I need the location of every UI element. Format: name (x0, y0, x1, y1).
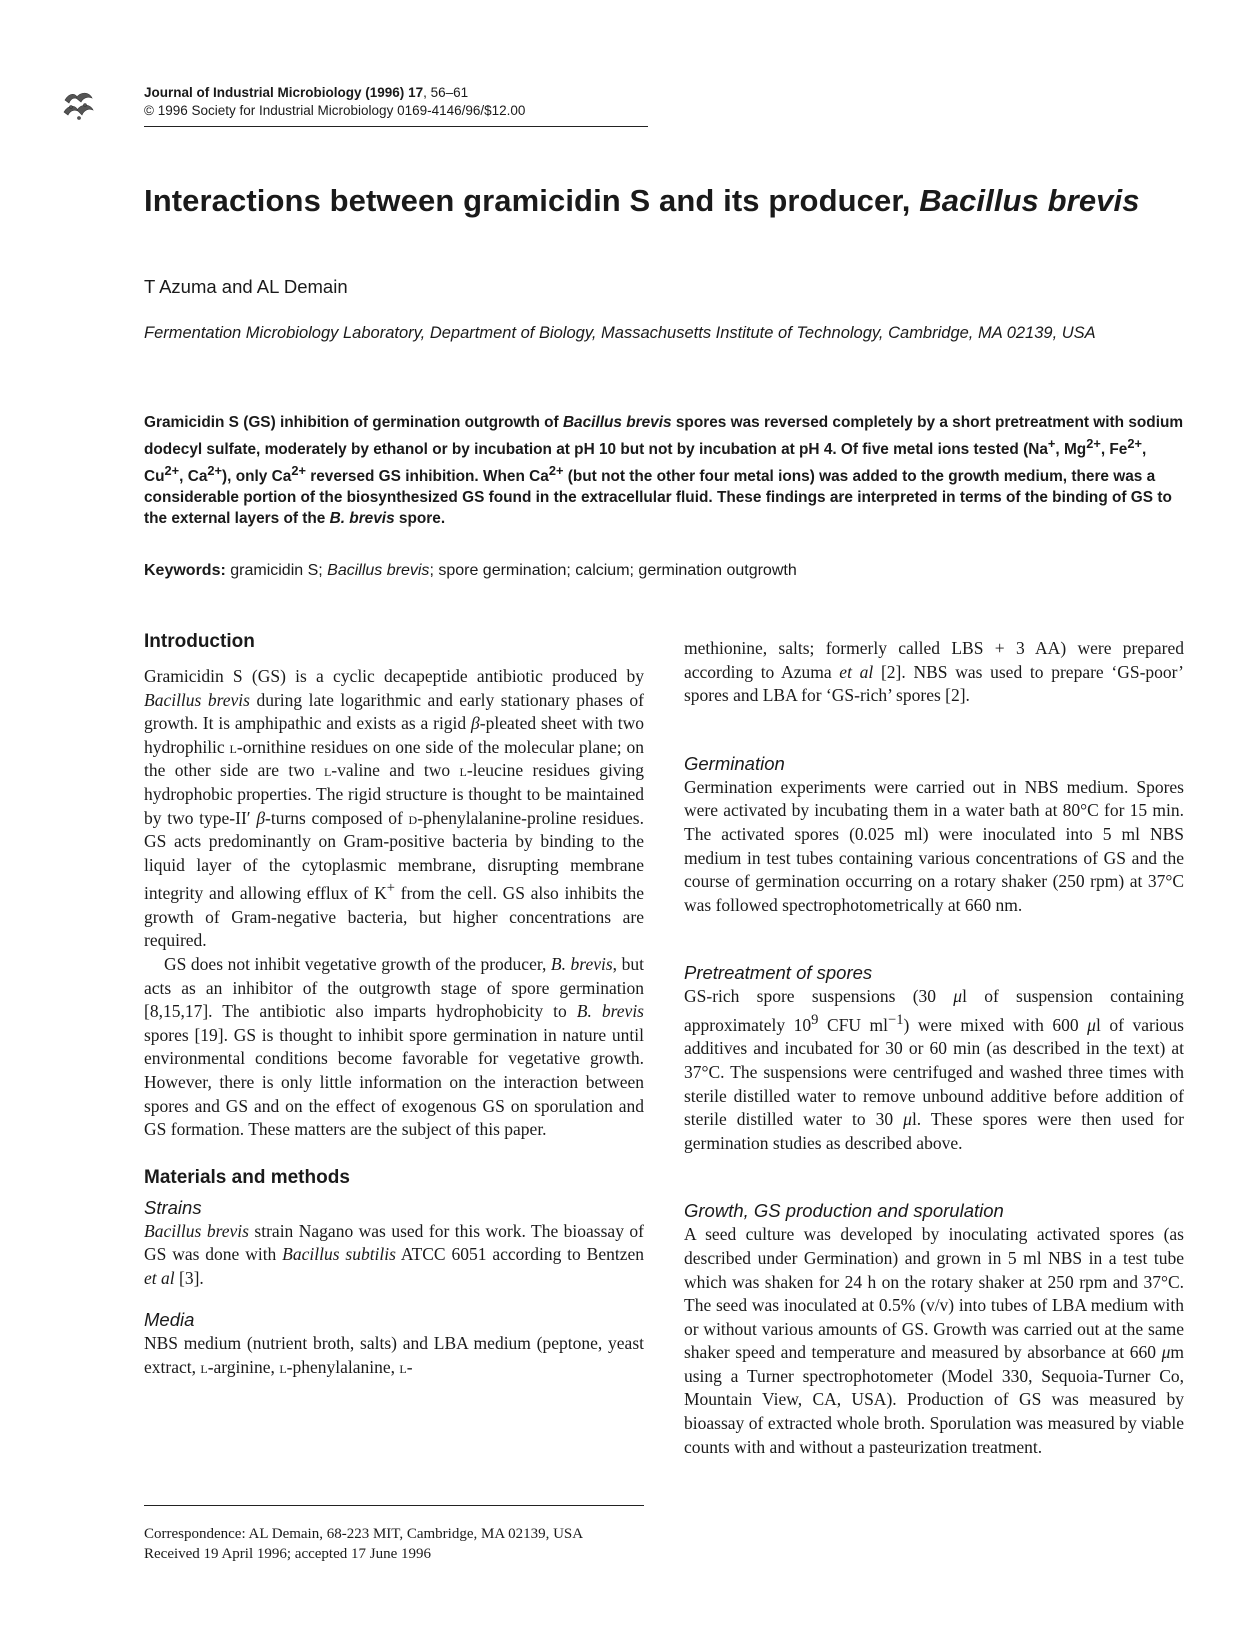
growth-paragraph (684, 1223, 1184, 1459)
abstract-text: spore. (394, 510, 446, 528)
abstract-text: ), only Ca (222, 468, 292, 486)
stereo-prefix: l (200, 1357, 208, 1378)
abstract-text: , Mg (1055, 441, 1087, 459)
text-run: - (406, 1357, 413, 1378)
text-run: NBS medium (nutrient broth, salts) and LBA medium (peptone, yeast extract, (144, 1333, 644, 1378)
text-run: strain Nagano was used for this work. The bioassay of GS was done with (144, 1220, 644, 1265)
abstract-text: reversed GS inhibition. When Ca (305, 468, 549, 486)
text-run: [2]. NBS was used to prepare ‘GS-poor’ spores and LBA for ‘GS-rich’ spores [2]. (684, 661, 1184, 706)
media-paragraph-continued (684, 637, 1184, 708)
greek-letter: μ (903, 1109, 912, 1130)
journal-citation (144, 84, 525, 102)
stereo-prefix: l (459, 760, 467, 781)
journal-header (144, 84, 525, 120)
species-name: Bacillus brevis (144, 1220, 249, 1241)
stereo-prefix: l (323, 760, 332, 781)
text-run: -pleated sheet with two hydrophilic (144, 713, 644, 757)
superscript: −1 (888, 1011, 904, 1028)
subsection-heading-pretreatment: Pretreatment of spores (684, 962, 873, 984)
header-rule (144, 126, 648, 127)
superscript: + (1047, 436, 1056, 451)
correspondence: Correspondence: AL Demain, 68-223 MIT, Cambridge, MA 02139, USA (144, 1526, 584, 1542)
society-logo-icon (62, 90, 96, 122)
text-run: GS-rich spore suspensions (30 (684, 986, 954, 1007)
keyword-text: gramicidin S; (225, 562, 328, 579)
section-heading-methods: Materials and methods (144, 1166, 350, 1188)
text-run: , but acts as an inhibitor of the outgrowth stage of spore germination [8,15,17]. The antibiotic also imparts hydrophobicity to (144, 953, 644, 1022)
left-column (144, 630, 644, 1380)
text-run: -turns composed of (265, 807, 409, 828)
intro-paragraph-2 (144, 953, 644, 1142)
text-run: [3]. (174, 1267, 204, 1288)
species-name: B. brevis (576, 1001, 644, 1022)
greek-letter: β (256, 807, 266, 828)
superscript: 2+ (164, 463, 180, 479)
abstract-species: Bacillus brevis (562, 414, 672, 431)
pretreatment-paragraph (684, 985, 1184, 1155)
superscript: + (386, 880, 395, 897)
abstract-text: , Fe (1100, 441, 1128, 459)
species-name: Bacillus subtilis (282, 1244, 396, 1265)
greek-letter: μ (953, 986, 963, 1007)
stereo-prefix: l (279, 1357, 287, 1378)
superscript: 2+ (1127, 436, 1142, 451)
greek-letter: μ (1087, 1014, 1096, 1035)
right-column (684, 637, 1184, 1459)
article-title (144, 180, 1154, 222)
text-run: ATCC 6051 according to Bentzen (395, 1244, 644, 1265)
abstract-species: B. brevis (329, 510, 395, 528)
keyword-text: ; spore germination; calcium; germination outgrowth (429, 562, 797, 579)
abstract-text: , Cu (144, 441, 1147, 486)
superscript: 2+ (548, 463, 564, 479)
footnote-rule (144, 1505, 644, 1506)
footnote (144, 1524, 644, 1564)
greek-letter: β (471, 713, 480, 734)
subsection-heading-strains: Strains (144, 1196, 202, 1218)
received-dates: Received 19 April 1996; accepted 17 June 1996 (144, 1546, 432, 1562)
subsection-heading-germination: Germination (684, 752, 785, 774)
abstract (144, 412, 1186, 529)
copyright-line: © 1996 Society for Industrial Microbiology 0169-4146/96/$12.00 (144, 103, 526, 118)
section-heading-introduction: Introduction (144, 631, 255, 652)
keywords (144, 560, 1186, 582)
strains-paragraph (144, 1220, 644, 1291)
et-al: et al (839, 661, 874, 682)
text-run: l of various additives and incubated for 30 or 60 min (as described in the text) at 37°C. The suspensions were centrifuged and washed three times with sterile distilled water to remove unbound additive before addition of sterile distilled water to 30 (684, 1014, 1184, 1130)
keywords-label: Keywords: (144, 562, 226, 579)
keyword-species: Bacillus brevis (327, 562, 430, 579)
text-run: ) were mixed with 600 (903, 1014, 1088, 1035)
journal-pages: , 56–61 (423, 85, 469, 100)
et-al: et al (144, 1267, 175, 1288)
journal-title: Journal of Industrial Microbiology (1996) (144, 85, 405, 100)
text-run: methionine, salts; formerly called LBS + 3 AA) were prepared according to Azuma (684, 638, 1184, 682)
subsection-heading-growth: Growth, GS production and sporulation (684, 1200, 1004, 1222)
text-run: -phenylalanine, (286, 1357, 400, 1378)
affiliation: Fermentation Microbiology Laboratory, Department of Biology, Massachusetts Institute of Technology, Cambridge, MA 02139, USA (144, 324, 1096, 342)
text-run: spores [19]. GS is thought to inhibit spore germination in nature until environmental conditions become favorable for vegetative growth. However, there is only little information on the interaction between spores and GS and on the effect of exogenous GS on sporulation and GS formation. These matters are the subject of this paper. (144, 1024, 644, 1140)
text-run: -ornithine residues on one side of the molecular plane; on the other side are two (144, 736, 644, 781)
text-run: -phenylalanine-proline residues. GS acts predominantly on Gram-positive bacteria by binding to the liquid layer of the cytoplasmic membrane, disrupting membrane integrity and allowing efflux of K (144, 807, 644, 904)
journal-volume: 17 (408, 85, 424, 100)
text-run: l. These spores were then used for germination studies as described above. (684, 1109, 1184, 1153)
text-run: from the cell. GS also inhibits the growth of Gram-negative bacteria, but higher concentrations are required. (144, 883, 644, 951)
greek-letter: μ (1161, 1342, 1171, 1363)
superscript: 9 (811, 1011, 819, 1028)
species-name: B. brevis (550, 953, 613, 974)
text-run: GS does not inhibit vegetative growth of the producer, (164, 953, 551, 974)
subsection-heading-media: Media (144, 1309, 195, 1331)
title-text: Interactions between gramicidin S and its producer, (144, 183, 920, 218)
authors: T Azuma and AL Demain (144, 276, 348, 297)
stereo-prefix: d (408, 807, 418, 828)
title-species: Bacillus brevis (919, 183, 1140, 218)
text-run: l of suspension containing approximately 10 (684, 986, 1184, 1035)
text-run: A seed culture was developed by inoculating activated spores (as described under Germination) and grown in 5 ml NBS in a test tube which was shaken for 24 h on the rotary shaker at 250 rpm and 37°C. The seed was inoculated at 0.5% (v/v) into tubes of LBA medium with or without various amounts of GS. Growth was carried out at the same shaker speed and temperature and measured by absorbance at 660 (684, 1224, 1184, 1363)
superscript: 2+ (207, 463, 223, 479)
abstract-text: spores was reversed completely by a short pretreatment with sodium dodecyl sulfate, moderately by ethanol or by incubation at pH 10 but not by incubation at pH 4. Of five metal ions tested (Na (144, 414, 1184, 459)
species-name: Bacillus brevis (144, 689, 250, 710)
media-paragraph-start (144, 1332, 644, 1379)
germination-paragraph: Germination experiments were carried out in NBS medium. Spores were activated by incubating them in a water bath at 80°C for 15 min. The activated spores (0.025 ml) were inoculated into 5 ml NBS medium in test tubes containing various concentrations of GS and the course of germination occurring on a rotary shaker (250 rpm) at 37°C was followed spectrophotometrically at 660 nm. (684, 776, 1184, 915)
superscript: 2+ (1086, 436, 1101, 451)
text-run: -leucine residues giving hydrophobic properties. The rigid structure is thought to be maintained by two type-II′ (144, 760, 644, 828)
text-run: -arginine, (207, 1357, 280, 1378)
abstract-text: (but not the other four metal ions) was added to the growth medium, there was a considerable portion of the biosynthesized GS found in the extracellular fluid. These findings are interpreted in terms of the binding of GS to the external layers of the (144, 468, 1172, 528)
text-run: -valine and two (331, 760, 460, 781)
text-run: CFU ml (818, 1014, 889, 1035)
abstract-text: Gramicidin S (GS) inhibition of germination outgrowth of (144, 414, 563, 431)
superscript: 2+ (291, 463, 306, 479)
abstract-text: , Ca (179, 468, 208, 486)
text-run: during late logarithmic and early stationary phases of growth. It is amphipathic and exists as a rigid (144, 689, 644, 734)
text-run: m using a Turner spectrophotometer (Model 330, Sequoia-Turner Co, Mountain View, CA, USA). Production of GS was measured by bioassay of extracted whole broth. Sporulation was measured by viable counts with and without a pasteurization treatment. (684, 1342, 1184, 1457)
intro-paragraph-1 (144, 665, 644, 953)
stereo-prefix: l (399, 1357, 407, 1378)
stereo-prefix: l (229, 736, 237, 757)
text-run: Gramicidin S (GS) is a cyclic decapeptide antibiotic produced by (144, 666, 644, 686)
